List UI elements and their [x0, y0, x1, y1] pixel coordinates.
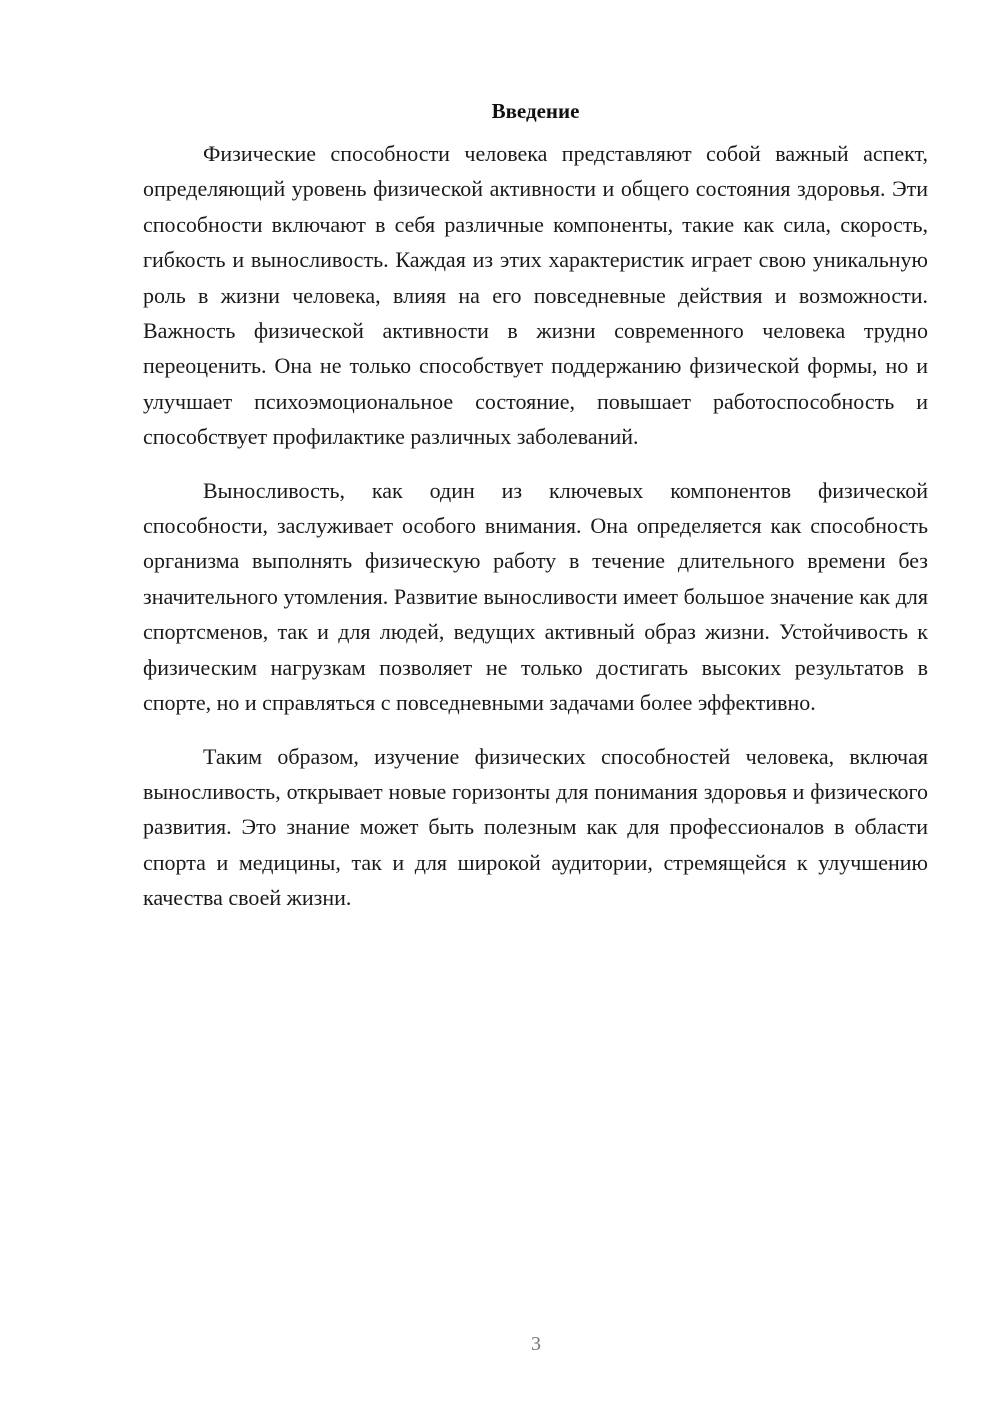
- paragraph-2: Выносливость, как один из ключевых компонентов физической способности, заслуживает особого внимания. Она определяется как способность организма выполнять физическую работу в течение длительного времени без значительного утомления. Развитие выносливости имеет большое значение как для спортсменов, так и для людей, ведущих активный образ жизни. Устойчивость к физическим нагрузкам позволяет не только достигать высоких результатов в спорте, но и справляться с повседневными задачами более эффективно.: [143, 477, 928, 716]
- paragraph-1: Физические способности человека представляют собой важный аспект, определяющий уровень физической активности и общего состояния здоровья. Эти способности включают в себя различные компоненты, такие как сила, скорость, гибкость и выносливость. Каждая из этих характеристик играет свою уникальную роль в жизни человека, влияя на его повседневные действия и возможности. Важность физической активности в жизни современного человека трудно переоценить. Она не только способствует поддержанию физической формы, но и улучшает психоэмоциональное состояние, повышает работоспособность и способствует профилактике различных заболеваний.: [143, 141, 928, 450]
- page-number: 3: [531, 1333, 541, 1355]
- paragraph-3: Таким образом, изучение физических способностей человека, включая выносливость, открывает новые горизонты для понимания здоровья и физического развития. Это знание может быть полезным как для профессионалов в области спорта и медицины, так и для широкой аудитории, стремящейся к улучшению качества своей жизни.: [143, 743, 928, 911]
- section-heading: Введение: [491, 99, 580, 123]
- page-content: [143, 94, 928, 916]
